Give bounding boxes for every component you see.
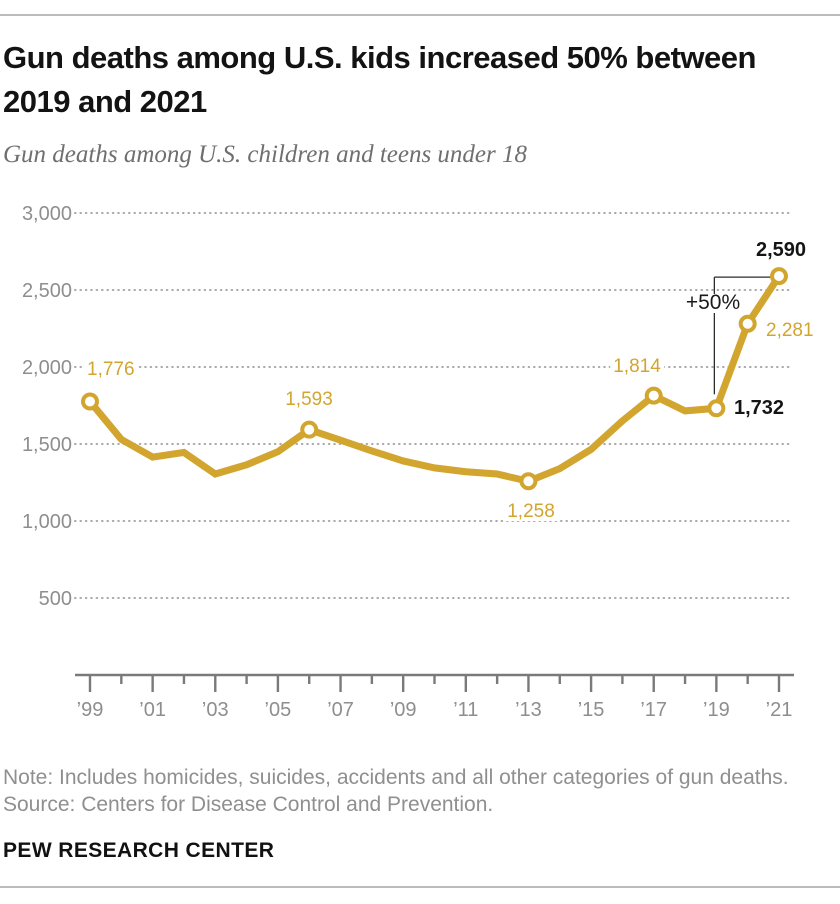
x-axis-tick-label: ’99	[76, 699, 104, 721]
data-point-label: 1,776	[87, 359, 135, 380]
data-point-marker	[647, 389, 661, 403]
y-axis-tick-label: 500	[38, 588, 72, 610]
x-axis-tick-label: ’05	[264, 699, 292, 721]
chart-subtitle: Gun deaths among U.S. children and teens under 18	[3, 141, 528, 168]
data-point-marker	[772, 269, 786, 283]
y-axis-tick-label: 3,000	[21, 203, 72, 225]
data-point-marker	[741, 317, 755, 331]
source-text: Source: Centers for Disease Control and Prevention.	[3, 793, 494, 816]
data-line	[90, 276, 779, 481]
value-labels	[87, 239, 814, 522]
data-point-marker	[521, 474, 535, 488]
y-axis-tick-label: 2,500	[21, 280, 72, 302]
x-axis-tick-label: ’07	[327, 699, 354, 721]
data-point-label: 2,590	[755, 239, 807, 261]
x-axis-tick-label: ’01	[139, 699, 166, 721]
data-point-label: 2,281	[766, 320, 814, 341]
title-line-2: 2019 and 2021	[3, 84, 207, 119]
x-axis-tick-label: ’19	[703, 699, 730, 721]
data-point-marker	[83, 394, 97, 408]
y-axis-tick-label: 2,000	[21, 357, 72, 379]
data-point-label: 1,732	[734, 397, 785, 419]
label-backgrounds	[84, 242, 817, 521]
data-point-marker	[302, 423, 316, 437]
x-axis-tick-label: ’13	[515, 699, 542, 721]
note-text: Note: Includes homicides, suicides, accidents and all other categories of gun deaths.	[3, 766, 789, 789]
title-line-1: Gun deaths among U.S. kids increased 50% between	[3, 40, 756, 75]
data-point-label: 1,593	[285, 389, 333, 410]
data-point-label: 1,258	[507, 501, 555, 522]
y-axis-tick-label: 1,000	[21, 511, 72, 533]
data-point-marker	[709, 401, 723, 415]
brand-label: PEW RESEARCH CENTER	[3, 839, 275, 862]
data-point-label: 1,814	[613, 356, 661, 377]
y-axis-tick-label: 1,500	[21, 434, 72, 456]
x-axis-tick-label: ’09	[389, 699, 417, 721]
pct-change-label: +50%	[685, 291, 741, 314]
x-axis	[75, 675, 794, 721]
x-axis-tick-label: ’11	[453, 699, 479, 721]
x-axis-tick-label: ’15	[577, 699, 605, 721]
x-axis-tick-label: ’17	[640, 699, 668, 721]
bottom-divider	[0, 886, 840, 888]
x-axis-tick-label: ’03	[201, 699, 229, 721]
x-axis-tick-label: ’21	[765, 699, 793, 721]
